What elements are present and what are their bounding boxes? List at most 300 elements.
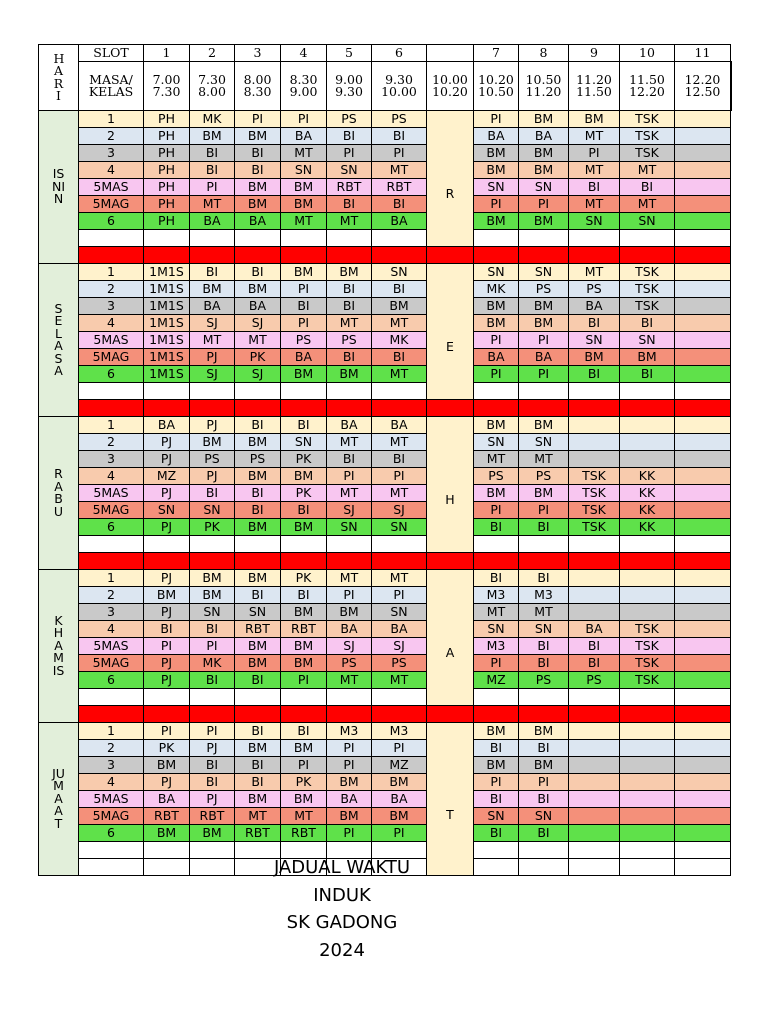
class-row [39, 264, 732, 281]
subject-cell: PI [474, 655, 519, 672]
subject-cell: PK [281, 451, 327, 468]
subject-cell: MT [372, 485, 427, 502]
subject-cell [144, 842, 190, 859]
subject-cell: BI [235, 672, 281, 689]
subject-cell: BM [190, 587, 235, 604]
slot-time-start: 11.50 [629, 71, 665, 87]
subject-cell: PI [474, 332, 519, 349]
subject-cell: RBT [281, 621, 327, 638]
subject-cell: BI [372, 281, 427, 298]
subject-cell: MT [569, 196, 620, 213]
slot-time-start: 11.20 [576, 71, 612, 87]
subject-cell [675, 400, 731, 417]
subject-cell [327, 247, 372, 264]
subject-cell [519, 247, 569, 264]
subject-cell: TSK [620, 638, 675, 655]
subject-cell: PI [327, 825, 372, 842]
subject-cell: SN [620, 213, 675, 230]
subject-cell: BM [474, 145, 519, 162]
subject-cell: BM [620, 349, 675, 366]
subject-cell: BI [327, 349, 372, 366]
subject-cell: SN [190, 604, 235, 621]
subject-cell: PS [372, 655, 427, 672]
subject-cell: SN [235, 604, 281, 621]
subject-cell [569, 383, 620, 400]
subject-cell: SJ [235, 366, 281, 383]
subject-cell: PS [327, 332, 372, 349]
subject-cell: SN [281, 162, 327, 179]
subject-cell [235, 383, 281, 400]
subject-cell: BI [190, 774, 235, 791]
subject-cell: MT [190, 196, 235, 213]
class-row [39, 672, 732, 689]
subject-cell: BM [519, 213, 569, 230]
slot-time-end: 12.20 [629, 84, 665, 99]
subject-cell [235, 553, 281, 570]
subject-cell: TSK [620, 281, 675, 298]
subject-cell [474, 247, 519, 264]
subject-cell [144, 706, 190, 723]
subject-cell: BM [235, 128, 281, 145]
class-row [39, 519, 732, 536]
subject-cell [620, 808, 675, 825]
subject-cell: BM [474, 315, 519, 332]
subject-cell: SN [372, 604, 427, 621]
subject-cell: RBT [327, 179, 372, 196]
subject-cell [281, 689, 327, 706]
subject-cell [519, 706, 569, 723]
class-row [39, 485, 732, 502]
slot-number: 2 [190, 45, 235, 62]
subject-cell [620, 740, 675, 757]
kelas-cell: 3 [79, 757, 144, 774]
subject-cell [675, 468, 731, 485]
subject-cell [675, 740, 731, 757]
subject-cell: BM [569, 111, 620, 128]
subject-cell: TSK [620, 111, 675, 128]
subject-cell: BM [235, 740, 281, 757]
class-row [39, 825, 732, 842]
subject-cell [327, 230, 372, 247]
slot-time-end: 10.50 [478, 84, 514, 99]
subject-cell [569, 417, 620, 434]
subject-cell [675, 791, 731, 808]
subject-cell [675, 825, 731, 842]
subject-cell: BI [235, 502, 281, 519]
subject-cell [620, 791, 675, 808]
subject-cell: PI [474, 196, 519, 213]
subject-cell [675, 842, 731, 859]
subject-cell: SN [474, 808, 519, 825]
subject-cell: MT [569, 128, 620, 145]
subject-cell: MT [327, 315, 372, 332]
subject-cell: BM [474, 757, 519, 774]
empty-row [39, 230, 732, 247]
subject-cell [569, 247, 620, 264]
subject-cell: MT [281, 808, 327, 825]
subject-cell: PS [519, 468, 569, 485]
subject-cell: PI [327, 587, 372, 604]
subject-cell: BI [190, 162, 235, 179]
subject-cell [519, 689, 569, 706]
kelas-cell: 4 [79, 621, 144, 638]
slot-number: 9 [569, 45, 620, 62]
subject-cell: BM [372, 774, 427, 791]
subject-cell: PS [569, 281, 620, 298]
subject-cell: BI [327, 451, 372, 468]
subject-cell [620, 570, 675, 587]
subject-cell [144, 536, 190, 553]
subject-cell: PI [281, 757, 327, 774]
subject-cell: BM [281, 366, 327, 383]
subject-cell: TSK [569, 468, 620, 485]
kelas-cell: 6 [79, 366, 144, 383]
subject-cell: BM [569, 349, 620, 366]
kelas-cell: 6 [79, 213, 144, 230]
subject-cell [569, 706, 620, 723]
subject-cell: MT [519, 451, 569, 468]
subject-cell: M3 [474, 587, 519, 604]
class-row [39, 502, 732, 519]
subject-cell: SJ [372, 638, 427, 655]
subject-cell: PI [327, 740, 372, 757]
subject-cell: MT [235, 332, 281, 349]
subject-cell [190, 859, 235, 876]
subject-cell: BA [327, 621, 372, 638]
kelas-cell: 3 [79, 604, 144, 621]
kelas-cell: 5MAG [79, 808, 144, 825]
kelas-cell: 5MAG [79, 655, 144, 672]
subject-cell: BI [569, 179, 620, 196]
subject-cell: BA [327, 417, 372, 434]
subject-cell: TSK [620, 145, 675, 162]
subject-cell: PK [235, 349, 281, 366]
subject-cell: BI [519, 740, 569, 757]
slot-time-end: 9.00 [289, 84, 318, 99]
subject-cell: MT [372, 672, 427, 689]
kelas-cell [79, 230, 144, 247]
subject-cell: BA [144, 417, 190, 434]
subject-cell [372, 247, 427, 264]
subject-cell: RBT [235, 621, 281, 638]
subject-cell: BI [235, 757, 281, 774]
subject-cell: BM [327, 774, 372, 791]
class-row [39, 757, 732, 774]
subject-cell [519, 859, 569, 876]
kelas-cell: 2 [79, 434, 144, 451]
subject-cell: MK [474, 281, 519, 298]
subject-cell: BM [474, 162, 519, 179]
subject-cell [569, 536, 620, 553]
subject-cell [144, 400, 190, 417]
kelas-cell: 4 [79, 315, 144, 332]
subject-cell: BM [474, 723, 519, 740]
separator-row [39, 400, 732, 417]
subject-cell [281, 400, 327, 417]
subject-cell: PJ [144, 519, 190, 536]
subject-cell: PI [281, 672, 327, 689]
day-name: RABU [53, 466, 64, 519]
subject-cell: PS [327, 655, 372, 672]
subject-cell [190, 689, 235, 706]
kelas-cell [79, 400, 144, 417]
subject-cell: BA [372, 791, 427, 808]
subject-cell [675, 808, 731, 825]
subject-cell [675, 536, 731, 553]
slot-time [519, 62, 569, 111]
subject-cell [569, 570, 620, 587]
subject-cell [519, 553, 569, 570]
slot-number: 6 [372, 45, 427, 62]
slot-number: 10 [620, 45, 675, 62]
slot-time [620, 62, 675, 111]
subject-cell [190, 230, 235, 247]
subject-cell: MT [327, 485, 372, 502]
subject-cell: PS [327, 111, 372, 128]
subject-cell: BI [474, 740, 519, 757]
subject-cell [675, 655, 731, 672]
slot-number: 8 [519, 45, 569, 62]
subject-cell [569, 587, 620, 604]
slot-time-end: 10.00 [381, 84, 417, 99]
subject-cell [281, 247, 327, 264]
subject-cell: PS [519, 672, 569, 689]
subject-cell [144, 859, 190, 876]
subject-cell: KK [620, 502, 675, 519]
subject-cell [620, 536, 675, 553]
header-row-slot [39, 45, 732, 62]
subject-cell: BI [327, 128, 372, 145]
subject-cell [675, 689, 731, 706]
subject-cell: PJ [144, 774, 190, 791]
subject-cell: KK [620, 485, 675, 502]
subject-cell: BI [190, 621, 235, 638]
subject-cell: MT [372, 366, 427, 383]
subject-cell [675, 349, 731, 366]
kelas-cell: 3 [79, 145, 144, 162]
subject-cell: BI [620, 366, 675, 383]
subject-cell: BM [327, 604, 372, 621]
subject-cell: PJ [144, 434, 190, 451]
class-row [39, 655, 732, 672]
subject-cell: BM [519, 298, 569, 315]
subject-cell: BI [281, 587, 327, 604]
rehat-column [427, 111, 474, 247]
class-row [39, 298, 732, 315]
subject-cell: BI [190, 264, 235, 281]
subject-cell [190, 706, 235, 723]
subject-cell [675, 366, 731, 383]
subject-cell [281, 230, 327, 247]
subject-cell: PI [372, 145, 427, 162]
subject-cell: SN [327, 162, 372, 179]
subject-cell [474, 383, 519, 400]
subject-cell: SN [474, 179, 519, 196]
slot-number: 5 [327, 45, 372, 62]
subject-cell: BI [519, 570, 569, 587]
subject-cell [144, 689, 190, 706]
subject-cell: BM [519, 723, 569, 740]
subject-cell: PS [281, 332, 327, 349]
slot-time-start: 7.00 [152, 71, 181, 87]
title-line-1: JADUAL WAKTU [273, 857, 411, 878]
subject-cell: MZ [474, 672, 519, 689]
subject-cell: PI [327, 757, 372, 774]
subject-cell: PI [281, 315, 327, 332]
subject-cell [474, 553, 519, 570]
subject-cell: PI [474, 111, 519, 128]
subject-cell: PI [519, 366, 569, 383]
subject-cell [327, 553, 372, 570]
subject-cell: SN [569, 332, 620, 349]
subject-cell [675, 621, 731, 638]
subject-cell [281, 383, 327, 400]
subject-cell [675, 247, 731, 264]
subject-cell: MT [474, 451, 519, 468]
subject-cell: 1M1S [144, 332, 190, 349]
subject-cell: BA [474, 349, 519, 366]
subject-cell: PH [144, 111, 190, 128]
subject-cell [675, 162, 731, 179]
slot-time-start: 8.00 [243, 71, 272, 87]
day-name: SELASA [54, 300, 63, 378]
kelas-cell: 1 [79, 417, 144, 434]
subject-cell [281, 553, 327, 570]
subject-cell: TSK [569, 519, 620, 536]
subject-cell: MT [372, 162, 427, 179]
subject-cell: MT [569, 162, 620, 179]
class-row [39, 723, 732, 740]
subject-cell [190, 553, 235, 570]
subject-cell: BM [235, 468, 281, 485]
subject-cell: BM [235, 434, 281, 451]
subject-cell: TSK [620, 621, 675, 638]
class-row [39, 349, 732, 366]
subject-cell: RBT [235, 825, 281, 842]
subject-cell [675, 502, 731, 519]
kelas-cell: 6 [79, 519, 144, 536]
class-row [39, 281, 732, 298]
day-name-khamis [39, 570, 79, 723]
class-row [39, 791, 732, 808]
subject-cell: SN [519, 179, 569, 196]
slot-time-start: 10.50 [525, 71, 562, 87]
subject-cell: PI [144, 723, 190, 740]
slot-time-start: 8.30 [289, 71, 318, 87]
slot-time [427, 62, 474, 111]
subject-cell: BA [372, 621, 427, 638]
subject-cell: M3 [327, 723, 372, 740]
subject-cell: PS [235, 451, 281, 468]
subject-cell: PJ [190, 791, 235, 808]
class-row [39, 774, 732, 791]
subject-cell: PH [144, 179, 190, 196]
subject-cell: PI [569, 145, 620, 162]
subject-cell: BM [235, 570, 281, 587]
subject-cell [675, 128, 731, 145]
slot-time-end: 11.50 [576, 84, 612, 99]
kelas-cell: 6 [79, 825, 144, 842]
slot-time [190, 62, 235, 111]
subject-cell: PI [474, 502, 519, 519]
subject-cell [569, 791, 620, 808]
kelas-cell: 5MAS [79, 791, 144, 808]
subject-cell [675, 859, 731, 876]
subject-cell: BM [474, 417, 519, 434]
subject-cell [190, 400, 235, 417]
subject-cell: PJ [144, 655, 190, 672]
timetable-title [254, 854, 430, 964]
subject-cell: MT [620, 162, 675, 179]
subject-cell: SN [474, 264, 519, 281]
subject-cell: PI [519, 774, 569, 791]
subject-cell: PI [474, 366, 519, 383]
kelas-cell: 3 [79, 298, 144, 315]
separator-row [39, 247, 732, 264]
subject-cell: SN [620, 332, 675, 349]
class-row [39, 145, 732, 162]
kelas-cell: 1 [79, 111, 144, 128]
subject-cell: BA [144, 791, 190, 808]
subject-cell: BA [327, 791, 372, 808]
subject-cell [569, 400, 620, 417]
subject-cell: BI [519, 825, 569, 842]
subject-cell: RBT [372, 179, 427, 196]
subject-cell [675, 434, 731, 451]
subject-cell: M3 [474, 638, 519, 655]
subject-cell: MT [372, 434, 427, 451]
subject-cell: PJ [190, 349, 235, 366]
subject-cell: BM [190, 281, 235, 298]
kelas-cell [79, 859, 144, 876]
subject-cell [620, 706, 675, 723]
class-row [39, 179, 732, 196]
slot-time-end: 7.30 [152, 84, 181, 99]
subject-cell [620, 604, 675, 621]
subject-cell [519, 842, 569, 859]
subject-cell [620, 230, 675, 247]
subject-cell: BI [235, 485, 281, 502]
subject-cell: SJ [327, 638, 372, 655]
subject-cell: SN [327, 519, 372, 536]
subject-cell: TSK [569, 485, 620, 502]
kelas-cell: 1 [79, 264, 144, 281]
slot-number: 11 [675, 45, 731, 62]
subject-cell: BI [372, 196, 427, 213]
subject-cell: 1M1S [144, 315, 190, 332]
subject-cell: BM [327, 808, 372, 825]
subject-cell: BM [281, 519, 327, 536]
subject-cell: BM [235, 179, 281, 196]
subject-cell: PK [281, 774, 327, 791]
subject-cell: TSK [620, 298, 675, 315]
subject-cell [620, 417, 675, 434]
subject-cell: BM [190, 434, 235, 451]
subject-cell [235, 400, 281, 417]
kelas-cell: 5MAS [79, 179, 144, 196]
subject-cell: BM [327, 366, 372, 383]
kelas-cell: 3 [79, 451, 144, 468]
subject-cell [620, 247, 675, 264]
subject-cell: 1M1S [144, 349, 190, 366]
subject-cell: BI [281, 502, 327, 519]
subject-cell [519, 230, 569, 247]
subject-cell: BI [569, 366, 620, 383]
subject-cell [620, 842, 675, 859]
subject-cell: BI [519, 655, 569, 672]
subject-cell [620, 723, 675, 740]
day-name-rabu [39, 417, 79, 570]
